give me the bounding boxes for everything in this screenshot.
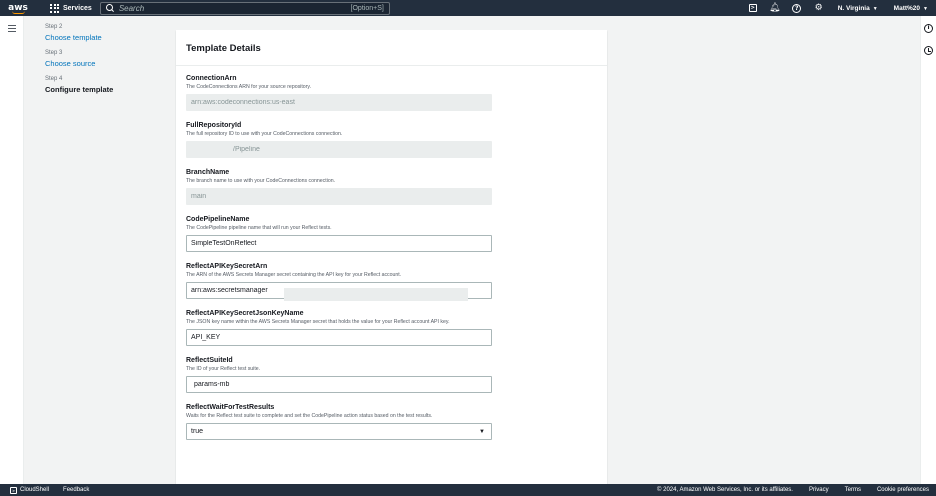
caret-down-icon: ▼ — [479, 428, 485, 435]
search-input[interactable] — [119, 4, 351, 13]
account-menu[interactable] — [886, 5, 936, 12]
field-reflect-api-key-secret-arn — [186, 263, 597, 299]
field-label: ConnectionArn — [186, 75, 237, 82]
caret-down-icon: ▼ — [923, 5, 928, 12]
field-reflect-suite-id — [186, 357, 597, 393]
step-number: Step 2 — [45, 24, 63, 30]
footer-cookie-preferences-link[interactable]: Cookie preferences — [876, 487, 929, 493]
notifications-button[interactable] — [764, 0, 786, 16]
console-footer — [0, 484, 936, 496]
wizard-step-3 — [45, 50, 170, 68]
field-label: BranchName — [186, 169, 230, 176]
field-reflect-api-key-secret-json-key-name — [186, 310, 597, 346]
field-label: ReflectWaitForTestResults — [186, 404, 275, 411]
cloudshell-icon: > — [750, 5, 755, 11]
account-label: Matt%20 — [893, 4, 921, 12]
select-value: true — [191, 428, 204, 435]
search-icon — [106, 4, 114, 12]
step-number: Step 3 — [45, 50, 63, 56]
hamburger-menu-icon[interactable] — [8, 25, 16, 32]
wizard-step-2 — [45, 24, 170, 42]
field-reflect-wait-for-test-results — [186, 404, 597, 440]
field-label: ReflectAPIKeySecretArn — [186, 263, 268, 270]
cloudshell-icon: > — [10, 487, 17, 494]
services-label: Services — [63, 4, 92, 12]
field-connection-arn — [186, 75, 597, 111]
field-label: FullRepositoryId — [186, 122, 242, 129]
region-label: N. Virginia — [837, 4, 870, 12]
settings-button[interactable] — [808, 0, 830, 16]
footer-cloudshell-button[interactable] — [10, 487, 49, 494]
wizard-step-4 — [45, 76, 170, 94]
field-label: ReflectSuiteId — [186, 357, 233, 364]
reflect-suite-id-input[interactable] — [186, 376, 492, 393]
panel-title: Template Details — [186, 43, 261, 54]
reflect-wait-for-test-results-select[interactable] — [186, 423, 492, 440]
info-icon[interactable]: i — [924, 24, 933, 33]
field-description: The JSON key name within the AWS Secrets Manager secret that holds the value for your Reflect account API key. — [186, 319, 450, 325]
wizard-steps — [45, 24, 170, 102]
field-description: The branch name to use with your CodeConnections connection. — [186, 178, 336, 184]
reflect-api-key-secret-json-key-name-input[interactable] — [186, 329, 492, 346]
aws-logo[interactable]: aws — [0, 0, 36, 16]
field-description: The ID of your Reflect test suite. — [186, 366, 261, 372]
step-link-choose-template[interactable]: Choose template — [45, 33, 102, 42]
step-link-choose-source[interactable]: Choose source — [45, 59, 96, 68]
services-menu-button[interactable] — [44, 0, 98, 16]
branch-name-input — [186, 188, 492, 205]
caret-down-icon: ▼ — [872, 5, 878, 12]
current-step-configure-template: Configure template — [45, 85, 114, 94]
field-branch-name — [186, 169, 597, 205]
field-label: ReflectAPIKeySecretJsonKeyName — [186, 310, 304, 317]
field-description: The CodeConnections ARN for your source repository. — [186, 84, 312, 90]
footer-terms-link[interactable]: Terms — [844, 487, 861, 493]
field-description: Waits for the Reflect test suite to complete and set the CodePipeline action status based on the test results. — [186, 413, 433, 419]
help-button[interactable] — [786, 0, 808, 16]
field-description: The full repository ID to use with your CodeConnections connection. — [186, 131, 343, 137]
footer-feedback-link[interactable]: Feedback — [63, 487, 90, 493]
footer-privacy-link[interactable]: Privacy — [808, 487, 829, 493]
field-full-repository-id — [186, 122, 597, 158]
region-selector[interactable] — [830, 5, 886, 12]
connection-arn-input — [186, 94, 492, 111]
footer-copyright: © 2024, Amazon Web Services, Inc. or its affiliates. — [657, 487, 793, 493]
full-repository-id-input — [186, 141, 492, 158]
help-icon: ? — [792, 4, 801, 13]
footer-cloudshell-label: CloudShell — [20, 487, 50, 493]
redacted-region — [284, 288, 468, 301]
gear-icon: ⚙ — [814, 3, 823, 13]
search-shortcut-hint: [Option+S] — [350, 4, 384, 12]
template-details-panel — [176, 30, 607, 484]
codepipeline-name-input[interactable] — [186, 235, 492, 252]
left-side-rail — [0, 16, 24, 484]
bell-icon: 🔔︎ — [768, 3, 781, 13]
field-label: CodePipelineName — [186, 216, 250, 223]
field-description: The ARN of the AWS Secrets Manager secret containing the API key for your Reflect account. — [186, 272, 402, 278]
step-number: Step 4 — [45, 76, 63, 82]
right-side-rail — [920, 16, 936, 484]
history-icon[interactable] — [924, 46, 933, 55]
cloudshell-button[interactable] — [742, 0, 764, 16]
field-description: The CodePipeline pipeline name that will run your Reflect tests. — [186, 225, 332, 231]
field-codepipeline-name — [186, 216, 597, 252]
panel-header — [176, 30, 607, 66]
search-box[interactable] — [100, 2, 390, 15]
top-navigation — [0, 0, 936, 16]
grid-icon — [50, 4, 59, 13]
